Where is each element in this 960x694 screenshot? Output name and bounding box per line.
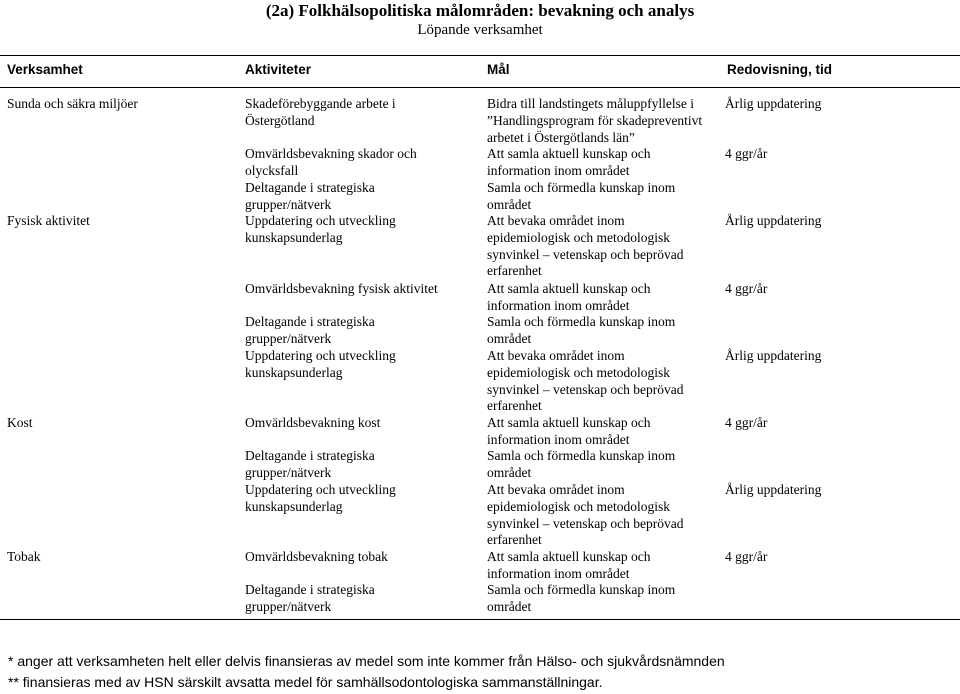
table-cell-mal: Samla och förmedla kunskap inom området (487, 180, 676, 212)
table-cell-aktivitet: Omvärldsbevakning tobak (245, 549, 388, 564)
table-cell-redovisning: Årlig uppdatering (725, 96, 822, 111)
table-cell-aktivitet: Uppdatering och utveckling kunskapsunderlag (245, 213, 396, 245)
table-bottom-rule (0, 619, 960, 620)
table-cell-aktivitet: Deltagande i strategiska grupper/nätverk (245, 582, 375, 614)
table-cell-aktivitet: Deltagande i strategiska grupper/nätverk (245, 448, 375, 480)
table-cell-mal: Samla och förmedla kunskap inom området (487, 448, 676, 480)
table-cell-mal: Att samla aktuell kunskap och information inom området (487, 549, 651, 581)
table-cell-mal: Att samla aktuell kunskap och information inom området (487, 415, 651, 447)
table-cell-aktivitet: Omvärldsbevakning kost (245, 415, 381, 430)
table-cell-mal: Samla och förmedla kunskap inom området (487, 582, 676, 614)
table-cell-mal: Att bevaka området inom epidemiologisk och metodologisk synvinkel – vetenskap och beprövad erfarenhet (487, 213, 684, 279)
page-subtitle: Löpande verksamhet (417, 22, 543, 38)
table-top-rule (0, 55, 960, 56)
table-cell-redovisning: Årlig uppdatering (725, 348, 822, 363)
table-cell-mal: Att bevaka området inom epidemiologisk och metodologisk synvinkel – vetenskap och beprövad erfarenhet (487, 482, 684, 548)
table-cell-aktivitet: Deltagande i strategiska grupper/nätverk (245, 314, 375, 346)
table-cell-redovisning: Årlig uppdatering (725, 482, 822, 497)
table-header-rule (0, 87, 960, 88)
table-cell-aktivitet: Uppdatering och utveckling kunskapsunderlag (245, 482, 396, 514)
page-title: (2a) Folkhälsopolitiska målområden: bevakning och analys (265, 1, 695, 20)
header-aktiviteter: Aktiviteter (245, 62, 312, 77)
footnote: ** finansieras med av HSN särskilt avsatta medel för samhällsodontologiska sammanställningar. (8, 674, 603, 690)
table-cell-mal: Att samla aktuell kunskap och information inom området (487, 146, 651, 178)
header-redovisning: Redovisning, tid (727, 62, 833, 77)
table-cell-mal: Samla och förmedla kunskap inom området (487, 314, 676, 346)
table-cell-aktivitet: Omvärldsbevakning fysisk aktivitet (245, 281, 438, 296)
header-mal: Mål (487, 62, 510, 77)
table-cell-aktivitet: Uppdatering och utveckling kunskapsunderlag (245, 348, 396, 380)
table-cell-redovisning: 4 ggr/år (725, 146, 768, 161)
table-cell-aktivitet: Omvärldsbevakning skador och olycksfall (245, 146, 417, 178)
header-verksamhet: Verksamhet (7, 62, 83, 77)
table-cell-aktivitet: Deltagande i strategiska grupper/nätverk (245, 180, 375, 212)
table-cell-redovisning: 4 ggr/år (725, 281, 768, 296)
footnote: * anger att verksamheten helt eller delvis finansieras av medel som inte kommer från Hälso- och sjukvårdsnämnden (8, 653, 725, 669)
table-cell-verksamhet: Sunda och säkra miljöer (7, 96, 138, 111)
table-cell-verksamhet: Fysisk aktivitet (7, 213, 90, 228)
table-cell-redovisning: 4 ggr/år (725, 415, 768, 430)
table-cell-redovisning: Årlig uppdatering (725, 213, 822, 228)
table-cell-verksamhet: Kost (7, 415, 33, 430)
table-cell-redovisning: 4 ggr/år (725, 549, 768, 564)
table-cell-mal: Att samla aktuell kunskap och information inom området (487, 281, 651, 313)
table-cell-mal: Bidra till landstingets måluppfyllelse i ”Handlingsprogram för skadepreventivt arbetet i Östergötlands län” (487, 96, 703, 145)
table-cell-mal: Att bevaka området inom epidemiologisk och metodologisk synvinkel – vetenskap och beprövad erfarenhet (487, 348, 684, 414)
table-cell-aktivitet: Skadeförebyggande arbete i Östergötland (245, 96, 396, 128)
table-cell-verksamhet: Tobak (7, 549, 41, 564)
